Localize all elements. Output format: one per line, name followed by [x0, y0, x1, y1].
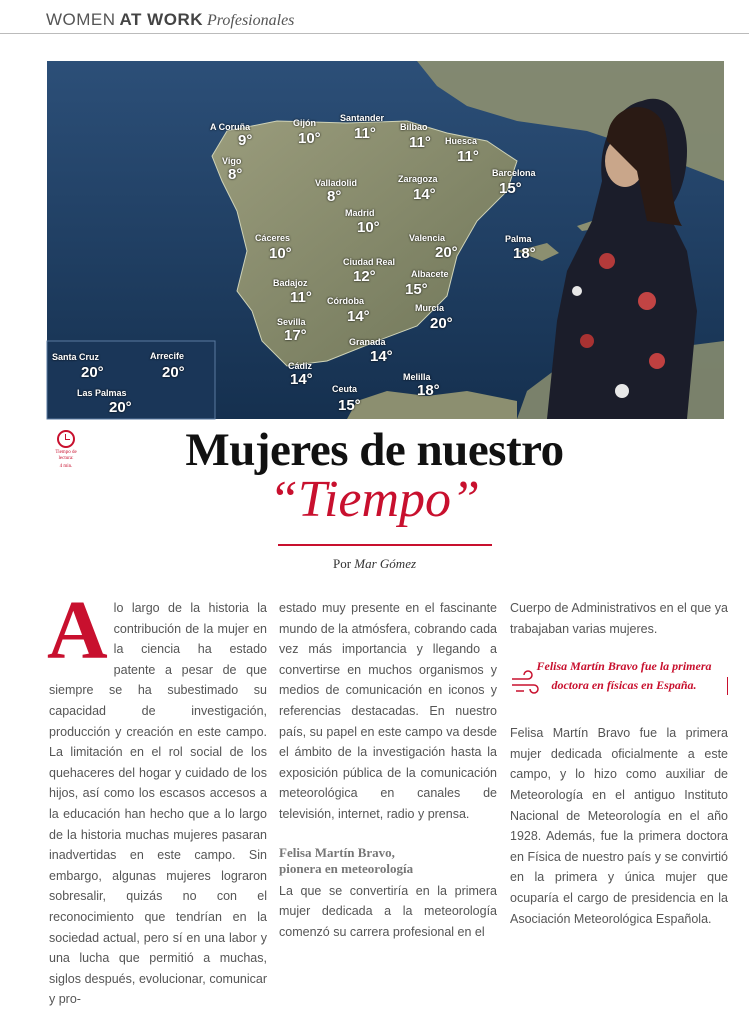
temp-cadiz: 14° [290, 371, 313, 388]
article-column-1 [47, 584, 267, 1010]
column-3-text: Felisa Martín Bravo fue la primera mujer dedicada oficialmente a este campo, y lo hizo como auxiliar de Meteorología en el antiguo Instituto Nacional de Meteorología en el año 1928. Además, fue la primera doctora en Física de nuestro país y se convirtió en la primera y única mujer que ocuparía el cargo de presidencia en la Asociación Meteorológica Española. [510, 726, 728, 926]
temp-cordoba: 14° [347, 308, 370, 325]
city-bilbao: Bilbao [400, 122, 428, 132]
column-1-text: lo largo de la historia la contribución de la mujer en la ciencia ha estado patente a pesar de que siempre se ha subestimado su capacidad de investigación, producción y creación en este campo. La limitación en el rol social de los quehaceres del hogar y cuidado de los hijos, así como los escasos accesos a la educación han hecho que a lo largo de la historia muchas mujeres pasaran inadvertidas en este campo. Sin embargo, algunas mujeres lograron sobresalir, quizás no con el reconocimiento que tendrían en la sociedad actual, pero sí en una labor y una lucha que permitió a muchas, siglos después, evolucionar, comunicar y pro- [49, 601, 267, 1007]
temp-valencia: 20° [435, 244, 458, 261]
temp-ciudad-real: 12° [353, 268, 376, 285]
pull-quote-rule [727, 677, 728, 695]
city-caceres: Cáceres [255, 233, 291, 243]
article-column-3 [510, 598, 728, 929]
header-section: Profesionales [207, 12, 295, 29]
city-las-palmas: Las Palmas [77, 388, 127, 398]
temp-granada: 14° [370, 348, 393, 365]
city-ceuta: Ceuta [332, 384, 358, 394]
magazine-header [46, 10, 294, 34]
city-a-coruna: A Coruña [210, 122, 251, 132]
byline [0, 556, 749, 572]
reading-time-label: Tiempo de lectura: [55, 450, 77, 461]
subhead-line-1: Felisa Martín Bravo, [279, 844, 395, 860]
article-title: Mujeres de nuestro [185, 424, 564, 476]
reading-time-value: 4 min. [59, 464, 73, 469]
city-vigo: Vigo [222, 156, 242, 166]
city-valencia: Valencia [409, 233, 446, 243]
temp-vigo: 8° [228, 166, 243, 183]
city-santa-cruz: Santa Cruz [52, 352, 100, 362]
temp-santander: 11° [354, 125, 376, 142]
city-granada: Granada [349, 337, 386, 347]
article-subtitle: “Tiempo” [269, 471, 480, 528]
temp-a-coruna: 9° [238, 132, 253, 149]
city-cadiz: Cádiz [288, 361, 313, 371]
city-santander: Santander [340, 113, 385, 123]
byline-author: Mar Gómez [354, 556, 417, 571]
city-melilla: Melilla [403, 372, 431, 382]
temp-gijon: 10° [298, 130, 321, 147]
city-ciudad-real: Ciudad Real [343, 257, 396, 267]
section-subhead [279, 845, 497, 877]
header-women: WOMEN [46, 10, 116, 29]
temp-palma: 18° [513, 245, 536, 262]
city-albacete: Albacete [411, 269, 449, 279]
title-divider [278, 544, 492, 546]
article-column-2 [279, 598, 497, 942]
header-at-work: AT WORK [119, 10, 203, 29]
temp-caceres: 10° [269, 245, 292, 262]
temp-zaragoza: 14° [413, 186, 436, 203]
city-arrecife: Arrecife [150, 351, 185, 361]
weather-map-graphic [47, 61, 724, 419]
pull-quote [510, 657, 728, 705]
city-huesca: Huesca [445, 136, 478, 146]
temp-madrid: 10° [357, 219, 380, 236]
temp-valladolid: 8° [327, 188, 342, 205]
city-valladolid: Valladolid [315, 178, 358, 188]
temp-bilbao: 11° [409, 134, 431, 151]
pull-quote-text: Felisa Martín Bravo fue la primera doctora en físicas en España. [536, 659, 712, 693]
temp-arrecife: 20° [162, 364, 185, 381]
column-2-continued: La que se convertiría en la primera mujer dedicada a la meteorología comenzó su carrera profesional en el [279, 883, 497, 939]
city-murcia: Murcia [415, 303, 445, 313]
temp-barcelona: 15° [499, 180, 522, 197]
weather-map-photo [47, 61, 724, 419]
city-gijon: Gijón [293, 118, 316, 128]
byline-prefix: Por [332, 556, 352, 571]
temp-albacete: 15° [405, 281, 428, 298]
city-palma: Palma [505, 234, 532, 244]
column-3-intro: Cuerpo de Administrativos en el que ya trabajaban varias mujeres. [510, 601, 728, 636]
temp-sevilla: 17° [284, 327, 307, 344]
temp-melilla: 18° [417, 382, 440, 399]
drop-cap: A [47, 584, 108, 677]
temp-badajoz: 11° [290, 289, 312, 306]
city-barcelona: Barcelona [492, 168, 536, 178]
city-cordoba: Córdoba [327, 296, 364, 306]
city-badajoz: Badajoz [273, 278, 308, 288]
column-2-text: estado muy presente en el fascinante mundo de la atmósfera, cobrando cada vez más importancia y llegando a convertirse en muchos organismos y medios de comunicación en iconos y referencias destacadas. En nuestro país, su papel en este campo va desde el ámbito de la investigación hasta la exposición pública de la comunicación meteorológica en canales de televisión, internet, radio y prensa. [279, 601, 497, 821]
header-divider [0, 33, 749, 34]
city-zaragoza: Zaragoza [398, 174, 438, 184]
temp-las-palmas: 20° [109, 399, 132, 416]
temp-murcia: 20° [430, 315, 453, 332]
city-madrid: Madrid [345, 208, 375, 218]
temp-ceuta: 15° [338, 397, 361, 414]
temp-santa-cruz: 20° [81, 364, 104, 381]
subhead-line-2: pionera en meteorología [279, 860, 414, 876]
city-sevilla: Sevilla [277, 317, 306, 327]
temp-huesca: 11° [457, 148, 479, 165]
